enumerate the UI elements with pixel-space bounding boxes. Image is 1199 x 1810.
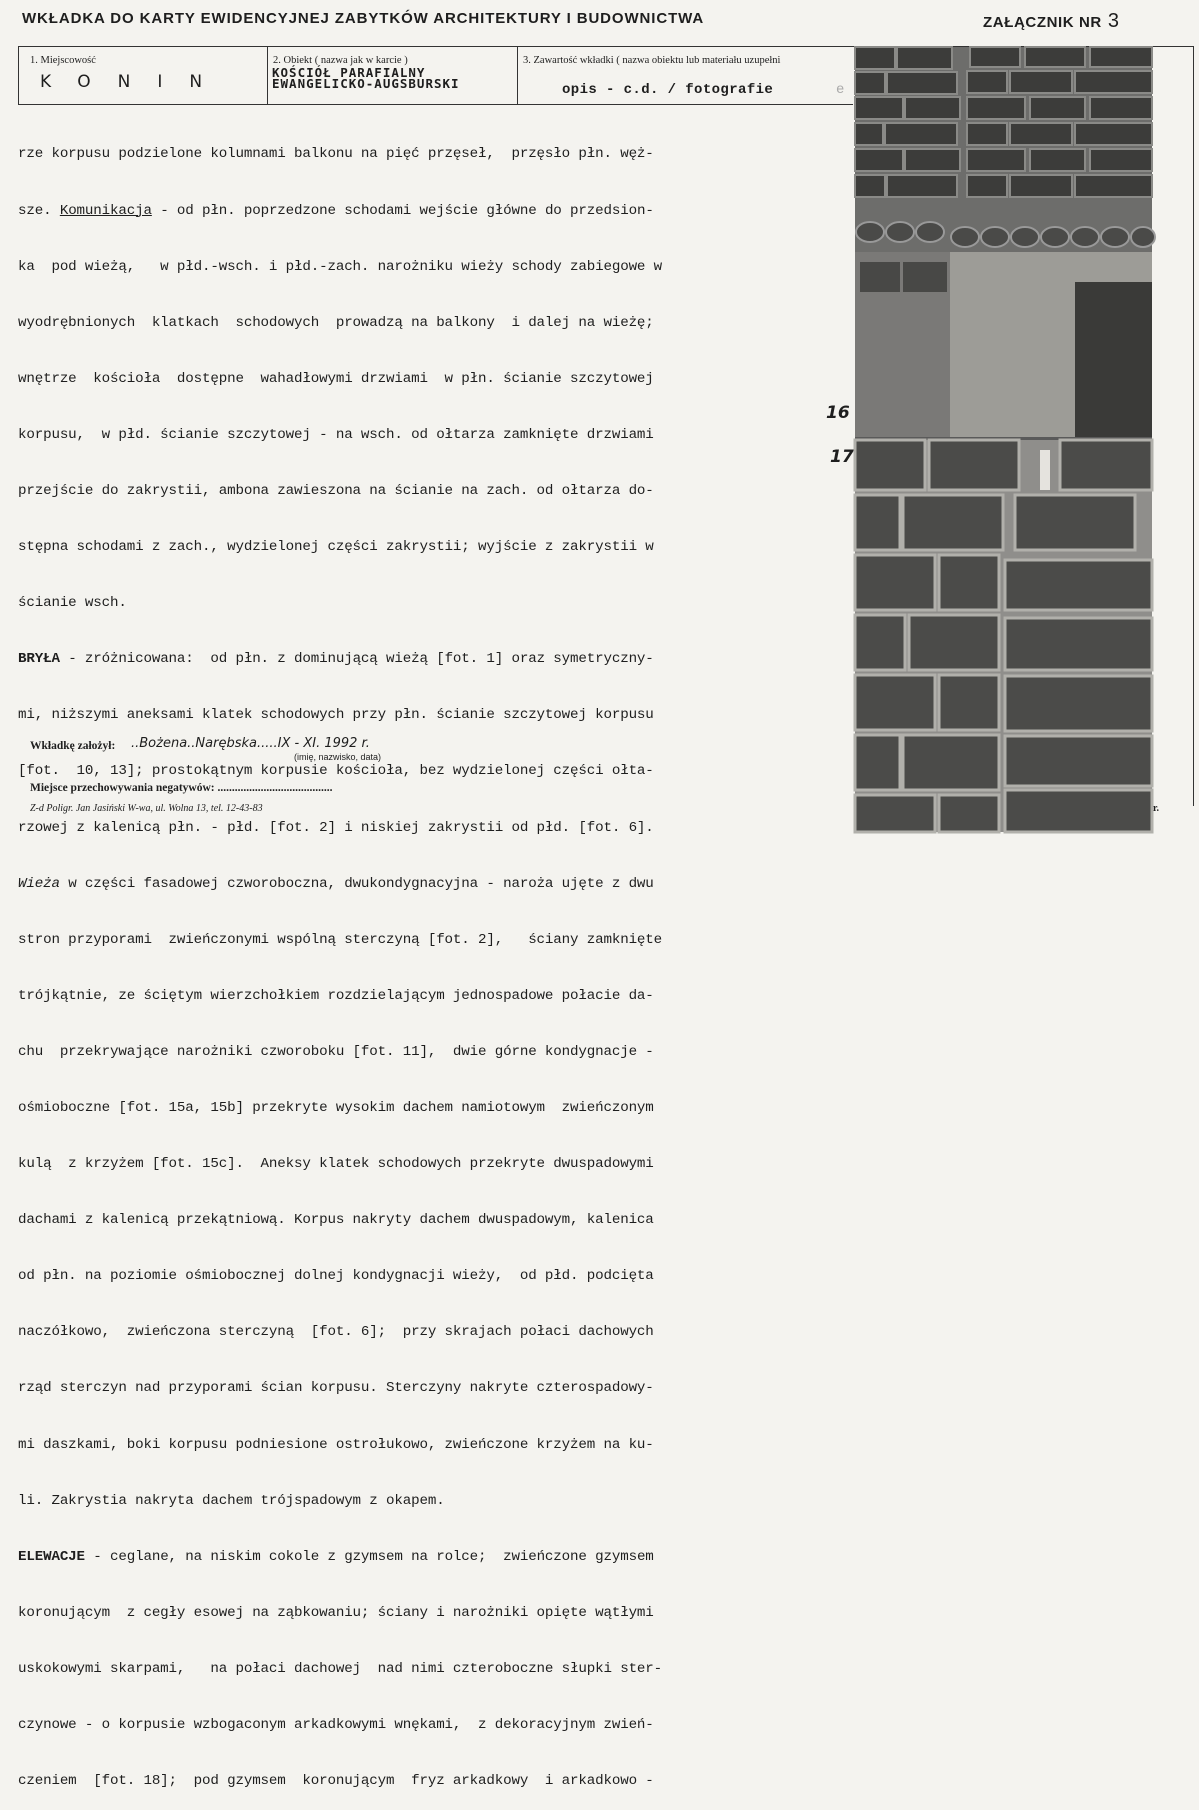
text-line: chu przekrywające narożniki czworoboku [fot. 11], dwie górne kondygnacje - xyxy=(18,1043,654,1060)
photo-column xyxy=(855,47,1152,832)
text-line: przejście do zakrystii, ambona zawieszona na ścianie na zach. od ołtarza do- xyxy=(18,482,654,499)
form-divider xyxy=(517,46,518,105)
obiekt-value xyxy=(272,67,460,89)
miejscowosc-value: KONIN xyxy=(40,72,230,92)
text-line: dachami z kalenicą przekątniową. Korpus nakryty dachem dwuspadowym, kalenica xyxy=(18,1212,654,1229)
text-line: od płn. na poziomie ośmiobocznej dolnej kondygnacji wieży, od płd. podcięta xyxy=(18,1268,654,1285)
text-line: wyodrębnionych klatkach schodowych prowadzą na balkony i dalej na wieżę; xyxy=(18,314,654,331)
text-line: mi, niższymi aneksami klatek schodowych przy płn. ścianie szczytowej korpusu xyxy=(18,707,654,724)
text-line: kulą z krzyżem [fot. 15c]. Aneksy klatek schodowych przekryte dwuspadowymi xyxy=(18,1156,654,1173)
text-line: ka pod wieżą, w płd.-wsch. i płd.-zach. narożniku wieży schody zabiegowe w xyxy=(18,258,663,275)
text-line: ośmioboczne [fot. 15a, 15b] przekryte wysokim dachem namiotowym zwieńczonym xyxy=(18,1100,654,1116)
founder-hint: (imię, nazwisko, data) xyxy=(294,752,382,762)
text-line: stron przyporami zwieńczonymi wspólną sterczyną [fot. 2], ściany zamknięte xyxy=(18,931,663,948)
text-line: naczółkowo, zwieńczona sterczyną [fot. 6]; przy skrajach połaci dachowych xyxy=(18,1324,654,1341)
text-line: Wieża w części fasadowej czworoboczna, dwukondygnacyjna - naroża ujęte z dwu xyxy=(18,875,654,892)
attachment-number xyxy=(983,10,1120,33)
text-line: czeniem [fot. 18]; pod gzymsem koronującym fryz arkadkowy i arkadkowo - xyxy=(18,1773,654,1790)
text-line: rząd sterczyn nad przyporami ścian korpusu. Sterczyny nakryte czterospadowy- xyxy=(18,1380,654,1397)
zawartosc-label: 3. Zawartość wkładki ( nazwa obiektu lub materiału uzupełni xyxy=(523,55,781,66)
form-border-left xyxy=(18,46,19,105)
section-heading-bryla: BRYŁA xyxy=(18,651,60,668)
photo-16-number: 16 xyxy=(826,403,850,423)
attachment-label: ZAŁĄCZNIK NR xyxy=(983,14,1102,31)
obiekt-line: KOŚCIÓŁ PARAFIALNY xyxy=(272,65,426,80)
text-line: mi daszkami, boki korpusu podniesione ostrołukowo, zwieńczone krzyżem na ku- xyxy=(18,1436,654,1453)
attachment-value: 3 xyxy=(1107,10,1120,32)
text-line: koronującym z cegły esowej na ząbkowaniu; ściany i narożniki opięte wątłymi xyxy=(18,1604,654,1621)
photo-16-brick-corner xyxy=(855,47,1152,437)
description-text xyxy=(18,108,848,1810)
text-line: korpusu, w płd. ścianie szczytowej - na wsch. od ołtarza zamknięte drzwiami xyxy=(18,426,654,443)
photo-17-brick-wall xyxy=(855,440,1152,832)
zawartosc-value: opis - c.d. / fotografie xyxy=(562,82,774,98)
form-divider xyxy=(267,46,268,105)
section-heading-wieza: Wieża xyxy=(18,875,60,892)
text-line: uskokowymi skarpami, na połaci dachowej nad nimi czteroboczne słupki ster- xyxy=(18,1660,663,1677)
text-line: wnętrze kościoła dostępne wahadłowymi drzwiami w płn. ścianie szczytowej xyxy=(18,370,654,387)
photo-17-number: 17 xyxy=(830,447,854,467)
section-heading-elewacje: ELEWACJE xyxy=(18,1548,85,1565)
text-line: sze. Komunikacja - od płn. poprzedzone schodami wejście główne do przedsion- xyxy=(18,202,654,219)
section-heading-komunikacja: Komunikacja xyxy=(59,202,152,219)
text-line: rzowej z kalenicą płn. - płd. [fot. 2] i niskiej zakrystii od płd. [fot. 6]. xyxy=(18,819,654,836)
obiekt-label: 2. Obiekt ( nazwa jak w karcie ) xyxy=(273,55,408,66)
text-line: rze korpusu podzielone kolumnami balkonu na pięć przęseł, przęsło płn. węż- xyxy=(18,146,654,163)
text-line: li. Zakrystia nakryta dachem trójspadowym z okapem. xyxy=(18,1492,445,1509)
obiekt-line: EWANGELICKO-AUGSBURSKI xyxy=(272,76,460,91)
form-title: WKŁADKA DO KARTY EWIDENCYJNEJ ZABYTKÓW ARCHITEKTURY I BUDOWNICTWA xyxy=(22,10,705,27)
form-border-bottom xyxy=(18,104,853,105)
text-line: stępna schodami z zach., wydzielonej części zakrystii; wyjście z zakrystii w xyxy=(18,539,654,556)
text-line: ścianie wsch. xyxy=(18,595,127,612)
corner-mark: r. xyxy=(1153,803,1160,814)
text-line: czynowe - o korpusie wzbogaconym arkadkowymi wnękami, z dekoracyjnym zwień- xyxy=(18,1717,654,1734)
miejscowosc-label: 1. Miejscowość xyxy=(30,55,96,66)
zawartosc-trailing: e xyxy=(836,82,845,98)
text-line: ELEWACJE - ceglane, na niskim cokole z gzymsem na rolce; zwieńczone gzymsem xyxy=(18,1548,654,1565)
text-line: [fot. 10, 13]; prostokątnym korpusie kościoła, bez wydzielonej części ołta- xyxy=(18,763,654,780)
text-line: trójkątnie, ze ściętym wierzchołkiem rozdzielającym jednospadowe połacie da- xyxy=(18,987,654,1004)
negatives-field: Miejsce przechowywania negatywów: ........................................ xyxy=(30,782,333,794)
form-border-right xyxy=(1193,46,1194,806)
text-line: BRYŁA - zróżnicowana: od płn. z dominującą wieżą [fot. 1] oraz symetryczny- xyxy=(18,651,654,668)
printer-imprint: Z-d Poligr. Jan Jasiński W-wa, ul. Wolna 13, tel. 12-43-83 xyxy=(30,803,263,814)
founder-label: Wkładkę założył: xyxy=(30,740,116,752)
founder-value: ..Bożena..Narębska.....IX - XI. 1992 r. xyxy=(131,736,370,751)
